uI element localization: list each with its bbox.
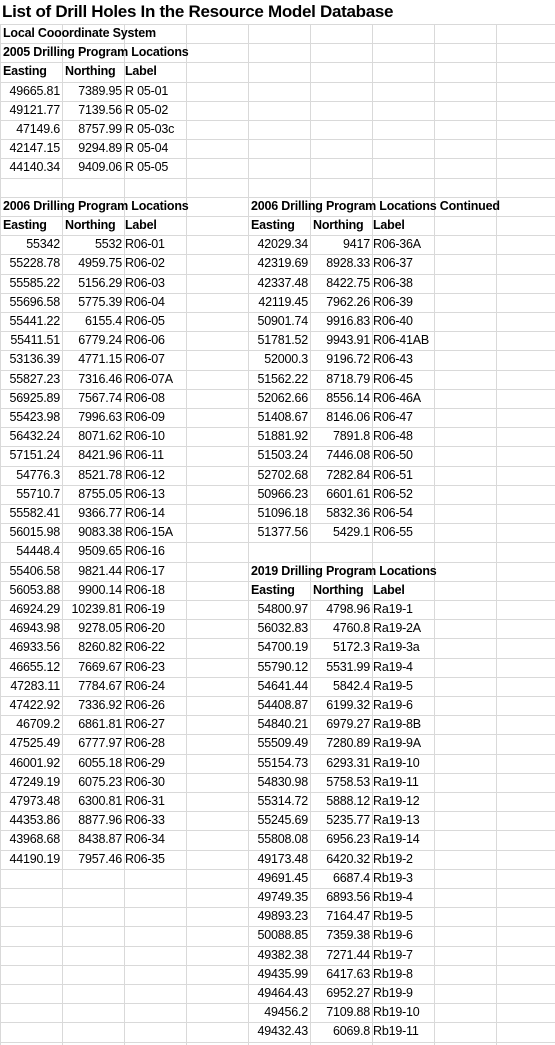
label-cell: R06-34 <box>125 832 165 847</box>
label-cell: Rb19-9 <box>373 986 413 1000</box>
easting-cell: 42319.69 <box>257 256 308 271</box>
label-cell: R06-35 <box>125 851 165 866</box>
northing-cell: 4760.8 <box>332 621 370 636</box>
label-cell: Rb19-3 <box>373 870 413 885</box>
northing-cell: 7957.46 <box>78 851 122 866</box>
header-easting: Easting <box>3 218 47 232</box>
easting-cell: 42029.34 <box>257 237 308 252</box>
northing-cell: 5172.3 <box>332 640 370 655</box>
northing-cell: 7996.63 <box>78 410 122 424</box>
easting-cell: 49893.23 <box>257 909 308 924</box>
column-gridline <box>496 24 497 1045</box>
northing-cell: 10239.81 <box>71 602 122 616</box>
northing-cell: 9417 <box>342 237 370 252</box>
northing-cell: 6075.23 <box>78 774 122 789</box>
header-northing: Northing <box>313 582 364 597</box>
northing-cell: 8877.96 <box>78 813 122 828</box>
northing-cell: 6420.32 <box>326 851 370 866</box>
easting-cell: 50966.23 <box>257 486 308 501</box>
easting-cell: 42147.15 <box>9 141 60 156</box>
easting-cell: 52000.3 <box>264 352 308 367</box>
easting-cell: 49382.38 <box>257 947 308 962</box>
label-cell: R06-39 <box>373 294 413 309</box>
label-cell: Ra19-13 <box>373 813 420 828</box>
section-title-s2019: 2019 Drilling Program Locations <box>251 563 437 578</box>
label-cell: R06-29 <box>125 755 165 770</box>
easting-cell: 49665.81 <box>9 83 60 98</box>
easting-cell: 55245.69 <box>257 813 308 828</box>
easting-cell: 49456.2 <box>264 1005 308 1020</box>
label-cell: R06-24 <box>125 678 165 693</box>
header-label: Label <box>125 218 157 232</box>
northing-cell: 7784.67 <box>78 678 122 693</box>
northing-cell: 9916.83 <box>326 314 370 328</box>
label-cell: R 05-05 <box>125 160 169 175</box>
northing-cell: 4959.75 <box>78 256 122 271</box>
label-cell: R06-48 <box>373 429 413 444</box>
northing-cell: 9083.38 <box>78 525 122 540</box>
easting-cell: 55808.08 <box>257 832 308 847</box>
northing-cell: 6777.97 <box>78 736 122 751</box>
easting-cell: 54641.44 <box>257 678 308 693</box>
label-cell: Ra19-1 <box>373 602 413 616</box>
label-cell: Ra19-5 <box>373 678 413 693</box>
easting-cell: 54840.21 <box>257 717 308 732</box>
easting-cell: 51096.18 <box>257 506 308 520</box>
label-cell: R06-20 <box>125 621 165 636</box>
label-cell: R06-03 <box>125 275 165 290</box>
easting-cell: 43968.68 <box>9 832 60 847</box>
northing-cell: 8757.99 <box>78 122 122 136</box>
label-cell: R06-17 <box>125 563 165 578</box>
northing-cell: 8260.82 <box>78 640 122 655</box>
easting-cell: 44190.19 <box>9 851 60 866</box>
easting-cell: 47973.48 <box>9 794 60 808</box>
easting-cell: 55582.41 <box>9 506 60 520</box>
label-cell: Ra19-3a <box>373 640 420 655</box>
northing-cell: 6199.32 <box>326 698 370 712</box>
easting-cell: 55411.51 <box>10 333 60 348</box>
easting-cell: 49435.99 <box>257 966 308 981</box>
easting-cell: 54776.3 <box>16 467 60 482</box>
label-cell: R06-11 <box>125 448 164 463</box>
label-cell: R06-15A <box>125 525 173 540</box>
label-cell: R06-08 <box>125 390 165 405</box>
northing-cell: 8928.33 <box>326 256 370 271</box>
label-cell: R06-22 <box>125 640 165 655</box>
northing-cell: 8521.78 <box>78 467 122 482</box>
label-cell: R06-45 <box>373 371 413 386</box>
easting-cell: 53136.39 <box>9 352 60 367</box>
northing-cell: 5532 <box>94 237 122 252</box>
label-cell: R06-19 <box>125 602 165 616</box>
northing-cell: 6417.63 <box>326 966 370 981</box>
northing-cell: 6979.27 <box>326 717 370 732</box>
easting-cell: 51377.56 <box>257 525 308 540</box>
row-gridline <box>0 178 555 179</box>
northing-cell: 6861.81 <box>78 717 122 732</box>
northing-cell: 5832.36 <box>326 506 370 520</box>
northing-cell: 7109.88 <box>326 1005 370 1020</box>
easting-cell: 56925.89 <box>9 390 60 405</box>
easting-cell: 47149.6 <box>16 122 60 136</box>
easting-cell: 55154.73 <box>257 755 308 770</box>
label-cell: Ra19-6 <box>373 698 413 712</box>
northing-cell: 6300.81 <box>78 794 122 808</box>
easting-cell: 49432.43 <box>257 1024 308 1039</box>
northing-cell: 8146.06 <box>326 410 370 424</box>
label-cell: R 05-02 <box>125 102 169 117</box>
header-northing: Northing <box>313 218 364 232</box>
northing-cell: 7669.67 <box>78 659 122 674</box>
label-cell: Ra19-11 <box>373 774 419 789</box>
easting-cell: 54408.87 <box>257 698 308 712</box>
label-cell: Rb19-11 <box>373 1024 419 1039</box>
label-cell: Rb19-7 <box>373 947 413 962</box>
northing-cell: 9900.14 <box>78 582 122 597</box>
label-cell: R06-54 <box>373 506 413 520</box>
northing-cell: 9278.05 <box>78 621 122 636</box>
northing-cell: 6601.61 <box>326 486 370 501</box>
label-cell: R06-10 <box>125 429 165 444</box>
label-cell: R06-37 <box>373 256 413 271</box>
easting-cell: 55406.58 <box>9 563 60 578</box>
easting-cell: 42337.48 <box>257 275 308 290</box>
northing-cell: 7139.56 <box>78 102 122 117</box>
label-cell: R06-47 <box>373 410 413 424</box>
easting-cell: 46655.12 <box>9 659 60 674</box>
northing-cell: 5235.77 <box>326 813 370 828</box>
easting-cell: 46709.2 <box>16 717 60 732</box>
label-cell: R 05-03c <box>125 122 175 136</box>
label-cell: R06-27 <box>125 717 165 732</box>
easting-cell: 54830.98 <box>257 774 308 789</box>
label-cell: R06-40 <box>373 314 413 328</box>
northing-cell: 7567.74 <box>78 390 122 405</box>
easting-cell: 51408.67 <box>257 410 308 424</box>
northing-cell: 6952.27 <box>326 986 370 1000</box>
label-cell: Ra19-12 <box>373 794 420 808</box>
northing-cell: 9943.91 <box>326 333 370 348</box>
northing-cell: 7282.84 <box>326 467 370 482</box>
easting-cell: 47422.92 <box>9 698 60 712</box>
northing-cell: 8556.14 <box>326 390 370 405</box>
label-cell: Rb19-8 <box>373 966 413 981</box>
northing-cell: 7336.92 <box>78 698 122 712</box>
northing-cell: 7271.44 <box>326 947 370 962</box>
header-northing: Northing <box>65 64 116 79</box>
easting-cell: 49749.35 <box>257 890 308 904</box>
label-cell: R06-38 <box>373 275 413 290</box>
easting-cell: 54700.19 <box>257 640 308 655</box>
label-cell: Ra19-8B <box>373 717 421 732</box>
header-label: Label <box>373 218 405 232</box>
northing-cell: 5842.4 <box>332 678 370 693</box>
northing-cell: 5156.29 <box>78 275 122 290</box>
label-cell: R06-31 <box>125 794 165 808</box>
easting-cell: 55423.98 <box>9 410 60 424</box>
label-cell: R06-07 <box>125 352 165 367</box>
easting-cell: 55314.72 <box>257 794 308 808</box>
label-cell: R06-05 <box>125 314 165 328</box>
label-cell: R06-30 <box>125 774 165 789</box>
easting-cell: 54800.97 <box>257 602 308 616</box>
label-cell: R06-55 <box>373 525 413 540</box>
easting-cell: 57151.24 <box>9 448 60 463</box>
easting-cell: 55585.22 <box>9 275 60 290</box>
northing-cell: 8438.87 <box>78 832 122 847</box>
easting-cell: 46933.56 <box>9 640 60 655</box>
label-cell: R06-33 <box>125 813 165 828</box>
label-cell: Rb19-4 <box>373 890 413 904</box>
label-cell: R06-46A <box>373 390 421 405</box>
label-cell: R06-18 <box>125 582 165 597</box>
header-label: Label <box>125 64 157 79</box>
northing-cell: 6155.4 <box>84 314 122 328</box>
northing-cell: 6687.4 <box>332 870 370 885</box>
northing-cell: 7446.08 <box>326 448 370 463</box>
northing-cell: 7316.46 <box>78 371 122 386</box>
label-cell: Rb19-10 <box>373 1005 420 1020</box>
label-cell: R06-06 <box>125 333 165 348</box>
easting-cell: 52062.66 <box>257 390 308 405</box>
sheet-title: List of Drill Holes In the Resource Model Database <box>2 2 394 21</box>
easting-cell: 49173.48 <box>257 851 308 866</box>
easting-cell: 47249.19 <box>9 774 60 789</box>
label-cell: R06-09 <box>125 410 165 424</box>
easting-cell: 46001.92 <box>9 755 60 770</box>
northing-cell: 9196.72 <box>326 352 370 367</box>
northing-cell: 7962.26 <box>326 294 370 309</box>
northing-cell: 7359.38 <box>326 928 370 943</box>
northing-cell: 5888.12 <box>326 794 370 808</box>
label-cell: R06-14 <box>125 506 165 520</box>
northing-cell: 4798.96 <box>326 602 370 616</box>
section-title-s2006: 2006 Drilling Program Locations <box>3 198 189 213</box>
northing-cell: 6893.56 <box>326 890 370 904</box>
label-cell: Ra19-14 <box>373 832 420 847</box>
northing-cell: 6055.18 <box>78 755 122 770</box>
label-cell: R06-41AB <box>373 333 430 348</box>
easting-cell: 47525.49 <box>9 736 60 751</box>
northing-cell: 5429.1 <box>332 525 370 540</box>
northing-cell: 8071.62 <box>78 429 122 444</box>
label-cell: R 05-04 <box>125 141 169 156</box>
northing-cell: 6779.24 <box>78 333 122 348</box>
northing-cell: 9366.77 <box>78 506 122 520</box>
label-cell: Ra19-2A <box>373 621 421 636</box>
header-northing: Northing <box>65 218 116 232</box>
northing-cell: 8718.79 <box>326 371 370 386</box>
label-cell: Rb19-6 <box>373 928 413 943</box>
easting-cell: 50088.85 <box>257 928 308 943</box>
header-easting: Easting <box>251 582 295 597</box>
easting-cell: 42119.45 <box>258 294 308 309</box>
northing-cell: 8755.05 <box>78 486 122 501</box>
easting-cell: 51881.92 <box>257 429 308 444</box>
label-cell: R06-02 <box>125 256 165 271</box>
northing-cell: 6956.23 <box>326 832 370 847</box>
northing-cell: 5758.53 <box>326 774 370 789</box>
northing-cell: 8421.96 <box>78 448 122 463</box>
easting-cell: 46924.29 <box>9 602 60 616</box>
easting-cell: 54448.4 <box>16 544 60 559</box>
label-cell: R06-23 <box>125 659 165 674</box>
easting-cell: 56432.24 <box>9 429 60 444</box>
easting-cell: 55342 <box>26 237 60 252</box>
easting-cell: 47283.11 <box>10 678 60 693</box>
northing-cell: 7164.47 <box>326 909 370 924</box>
label-cell: R06-50 <box>373 448 413 463</box>
northing-cell: 5775.39 <box>78 294 122 309</box>
easting-cell: 52702.68 <box>257 467 308 482</box>
label-cell: Rb19-2 <box>373 851 413 866</box>
easting-cell: 51562.22 <box>257 371 308 386</box>
easting-cell: 56032.83 <box>257 621 308 636</box>
northing-cell: 7389.95 <box>78 83 122 98</box>
header-easting: Easting <box>251 218 295 232</box>
easting-cell: 55441.22 <box>9 314 60 328</box>
northing-cell: 6069.8 <box>332 1024 370 1039</box>
easting-cell: 51781.52 <box>257 333 308 348</box>
northing-cell: 6293.31 <box>326 755 370 770</box>
easting-cell: 51503.24 <box>257 448 308 463</box>
label-cell: Rb19-5 <box>373 909 413 924</box>
label-cell: R06-13 <box>125 486 165 501</box>
easting-cell: 49121.77 <box>9 102 60 117</box>
easting-cell: 46943.98 <box>9 621 60 636</box>
easting-cell: 44353.86 <box>9 813 60 828</box>
label-cell: Ra19-9A <box>373 736 421 751</box>
label-cell: R 05-01 <box>125 83 169 98</box>
label-cell: R06-52 <box>373 486 413 501</box>
northing-cell: 7280.89 <box>326 736 370 751</box>
easting-cell: 49691.45 <box>257 870 308 885</box>
header-label: Label <box>373 582 405 597</box>
label-cell: R06-43 <box>373 352 413 367</box>
easting-cell: 55228.78 <box>9 256 60 271</box>
northing-cell: 9409.06 <box>78 160 122 175</box>
row-gridline <box>0 1042 555 1043</box>
label-cell: R06-26 <box>125 698 165 712</box>
easting-cell: 55696.58 <box>9 294 60 309</box>
easting-cell: 50901.74 <box>257 314 308 328</box>
label-cell: R06-28 <box>125 736 165 751</box>
easting-cell: 56015.98 <box>9 525 60 540</box>
label-cell: R06-07A <box>125 371 173 386</box>
label-cell: R06-12 <box>125 467 165 482</box>
label-cell: R06-51 <box>373 467 413 482</box>
header-easting: Easting <box>3 64 47 79</box>
label-cell: Ra19-4 <box>373 659 413 674</box>
northing-cell: 8422.75 <box>326 275 370 290</box>
label-cell: R06-16 <box>125 544 165 559</box>
label-cell: Ra19-10 <box>373 755 420 770</box>
label-cell: R06-36A <box>373 237 421 252</box>
easting-cell: 44140.34 <box>9 160 60 175</box>
label-cell: R06-01 <box>125 237 165 252</box>
easting-cell: 56053.88 <box>9 582 60 597</box>
northing-cell: 4771.15 <box>78 352 122 367</box>
easting-cell: 55827.23 <box>9 371 60 386</box>
northing-cell: 5531.99 <box>326 659 370 674</box>
section-title-s2005: 2005 Drilling Program Locations <box>3 45 189 60</box>
easting-cell: 49464.43 <box>257 986 308 1000</box>
easting-cell: 55710.7 <box>16 486 60 501</box>
coordinate-system-label: Local Cooordinate System <box>3 26 156 40</box>
northing-cell: 9509.65 <box>78 544 122 559</box>
easting-cell: 55509.49 <box>257 736 308 751</box>
northing-cell: 9294.89 <box>78 141 122 156</box>
easting-cell: 55790.12 <box>257 659 308 674</box>
northing-cell: 9821.44 <box>78 563 122 578</box>
northing-cell: 7891.8 <box>332 429 370 444</box>
label-cell: R06-04 <box>125 294 165 309</box>
section-title-s2006c: 2006 Drilling Program Locations Continued <box>251 198 500 213</box>
